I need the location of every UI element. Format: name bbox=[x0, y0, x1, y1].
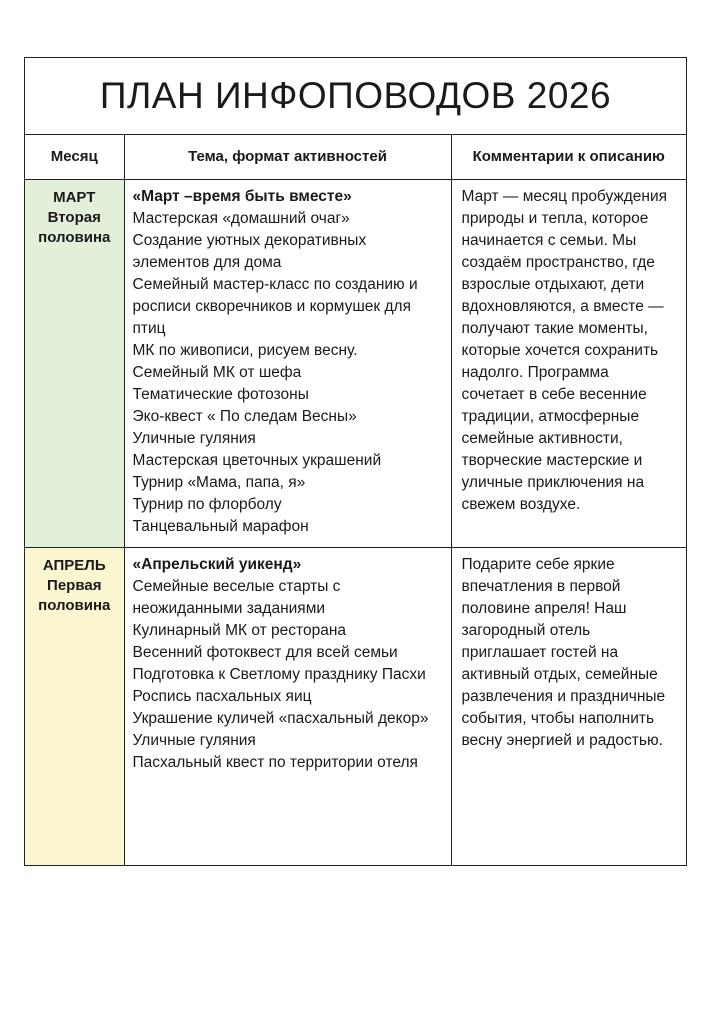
activity-item: Турнир по флорболу bbox=[132, 495, 282, 513]
month-period: половина bbox=[38, 596, 111, 614]
month-period: Вторая bbox=[47, 208, 101, 226]
plan-document bbox=[24, 57, 687, 866]
activity-item: Семейные веселые старты с неожиданными заданиями bbox=[132, 577, 341, 617]
header-topic: Тема, формат активностей bbox=[124, 135, 451, 179]
activity-item: Уличные гуляния bbox=[132, 429, 256, 447]
comment-cell: Март — месяц пробуждения природы и тепла, которое начинается с семьи. Мы создаём пространство, где взрослые отдыхают, дети вдохновляются, а вместе — получают такие моменты, которые хочется сохранить надолго. Программа сочетает в себе весенние традиции, атмосферные семейные активности, творческие мастерские и уличные приключения на свежем воздухе. bbox=[451, 179, 686, 547]
activity-item: Весенний фотоквест для всей семьи bbox=[132, 643, 398, 661]
header-comments: Комментарии к описанию bbox=[451, 135, 686, 179]
table-header-row bbox=[25, 135, 686, 179]
document-title: ПЛАН ИНФОПОВОДОВ 2026 bbox=[25, 58, 686, 135]
month-name: МАРТ bbox=[53, 188, 96, 206]
activity-item: Мастерская «домашний очаг» bbox=[132, 209, 350, 227]
activity-item: Семейный МК от шефа bbox=[132, 363, 302, 381]
plan-table bbox=[25, 135, 686, 865]
table-row bbox=[25, 547, 686, 865]
activity-item: Уличные гуляния bbox=[132, 731, 256, 749]
comment-cell: Подарите себе яркие впечатления в первой половине апреля! Наш загородный отель приглашает гостей на активный отдых, семейные развлечения и праздничные события, чтобы наполнить весну энергией и радостью. bbox=[451, 547, 686, 865]
month-period: Первая bbox=[47, 576, 102, 594]
activity-item: Украшение куличей «пасхальный декор» bbox=[132, 709, 429, 727]
activity-heading: «Март –время быть вместе» bbox=[132, 187, 352, 205]
activities-cell bbox=[124, 179, 451, 547]
activity-item: Создание уютных декоративных элементов для дома bbox=[132, 231, 367, 271]
activity-item: МК по живописи, рисуем весну. bbox=[132, 341, 358, 359]
month-cell-march bbox=[25, 179, 124, 547]
activity-item: Турнир «Мама, папа, я» bbox=[132, 473, 306, 491]
activity-item: Роспись пасхальных яиц bbox=[132, 687, 312, 705]
activity-heading: «Апрельский уикенд» bbox=[132, 555, 302, 573]
month-cell-april bbox=[25, 547, 124, 865]
activity-item: Эко-квест « По следам Весны» bbox=[132, 407, 357, 425]
activities-cell bbox=[124, 547, 451, 865]
activity-item: Кулинарный МК от ресторана bbox=[132, 621, 346, 639]
activity-item: Семейный мастер-класс по созданию и росписи скворечников и кормушек для птиц bbox=[132, 275, 418, 337]
header-month: Месяц bbox=[25, 135, 124, 179]
table-row bbox=[25, 179, 686, 547]
activity-item: Тематические фотозоны bbox=[132, 385, 309, 403]
activity-item: Танцевальный марафон bbox=[132, 517, 309, 535]
month-name: АПРЕЛЬ bbox=[42, 556, 106, 574]
activity-item: Пасхальный квест по территории отеля bbox=[132, 753, 418, 771]
activity-item: Мастерская цветочных украшений bbox=[132, 451, 382, 469]
month-period: половина bbox=[38, 228, 111, 246]
activity-item: Подготовка к Светлому празднику Пасхи bbox=[132, 665, 426, 683]
